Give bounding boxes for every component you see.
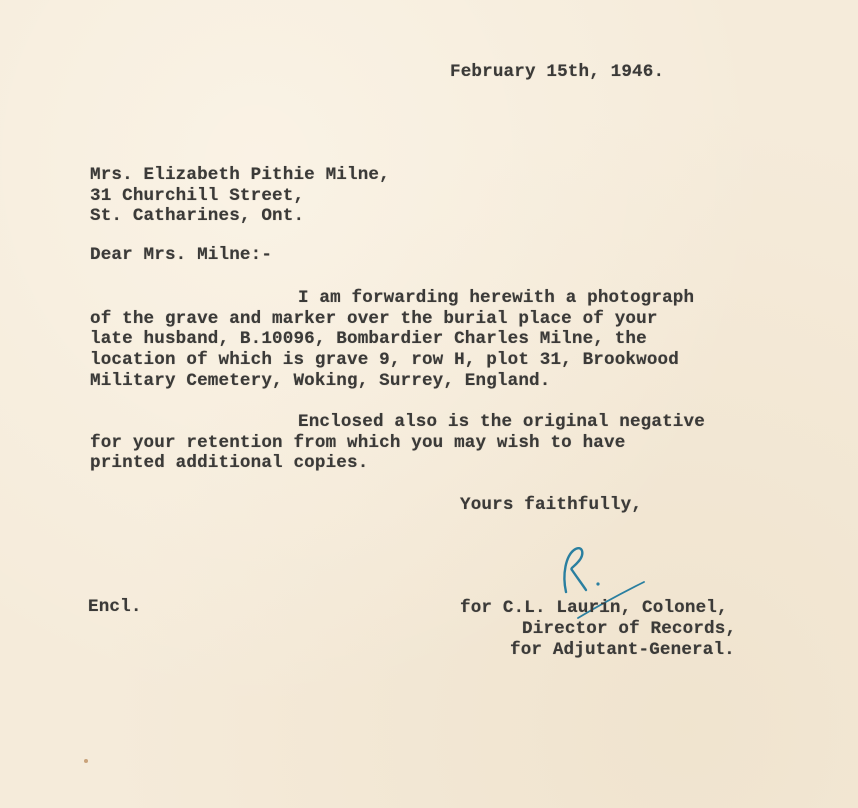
letter-date: February 15th, 1946. — [450, 62, 665, 82]
closing: Yours faithfully, — [460, 495, 643, 515]
signature-line: for Adjutant-General. — [510, 640, 735, 660]
signature-line: for C.L. Laurin, Colonel, — [460, 598, 728, 618]
recipient-street: 31 Churchill Street, — [90, 186, 305, 206]
signature-line: Director of Records, — [522, 619, 737, 639]
salutation: Dear Mrs. Milne:- — [90, 245, 273, 265]
paragraph-line: printed additional copies. — [90, 453, 369, 473]
paper-speck — [84, 759, 88, 763]
paragraph-line: of the grave and marker over the burial place of your — [90, 309, 658, 329]
paragraph-line: I am forwarding herewith a photograph — [298, 288, 695, 308]
enclosure-note: Encl. — [88, 597, 142, 617]
paragraph-line: late husband, B.10096, Bombardier Charles Milne, the — [90, 329, 647, 349]
paragraph-line: Military Cemetery, Woking, Surrey, England. — [90, 371, 551, 391]
paragraph-line: for your retention from which you may wish to have — [90, 433, 626, 453]
recipient-name: Mrs. Elizabeth Pithie Milne, — [90, 165, 390, 185]
paragraph-line: location of which is grave 9, row H, plot 31, Brookwood — [90, 350, 679, 370]
paragraph-line: Enclosed also is the original negative — [298, 412, 705, 432]
recipient-city: St. Catharines, Ont. — [90, 206, 305, 226]
